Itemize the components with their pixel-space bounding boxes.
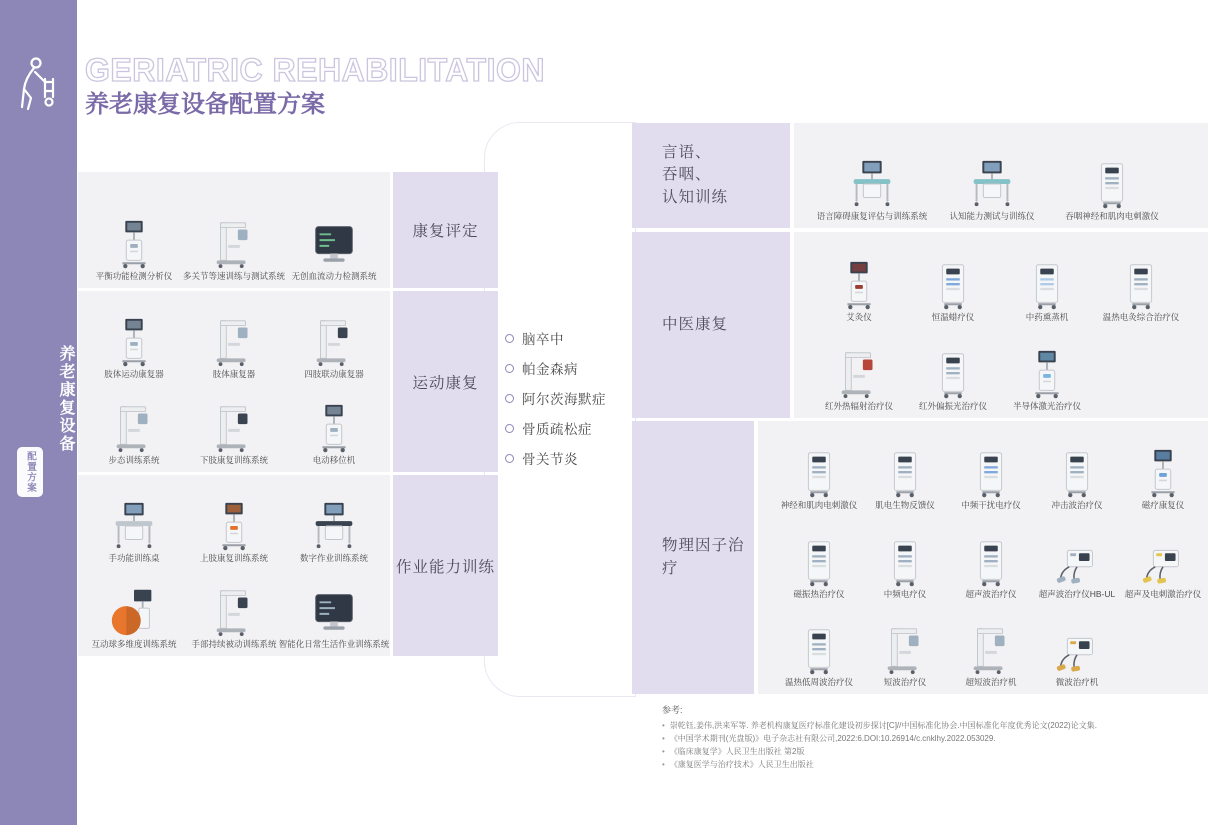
equipment-item <box>1034 622 1120 690</box>
equipment-label: 无创血流动力检测系统 <box>291 271 377 281</box>
section-label <box>393 291 498 472</box>
equipment-area <box>794 123 1208 228</box>
equipment-area <box>78 291 390 472</box>
equipment-image <box>305 314 363 368</box>
disease-item <box>505 443 635 473</box>
equipment-image <box>205 216 263 270</box>
equipment-label: 超声波治疗仪HB-UL <box>1038 588 1116 599</box>
disease-label: 骨关节炎 <box>522 452 578 467</box>
equipment-item <box>84 584 184 652</box>
equipment-label: 肌电生物反馈仪 <box>875 500 935 511</box>
equipment-item <box>284 498 384 566</box>
equipment-label: 神经和肌肉电刺激仪 <box>780 500 858 511</box>
disease-item <box>505 323 635 353</box>
equipment-area <box>78 172 390 288</box>
section-label-text: 运动康复 <box>412 374 479 392</box>
equipment-item <box>1034 445 1120 513</box>
equipment-image <box>1048 622 1106 676</box>
equipment-item <box>278 584 390 652</box>
equipment-area <box>794 232 1208 418</box>
equipment-label: 手部持续被动训练系统 <box>191 639 277 649</box>
equipment-image <box>205 498 263 552</box>
equipment-image <box>105 498 163 552</box>
equipment-image <box>1083 156 1141 210</box>
equipment-item <box>812 346 906 414</box>
disease-label: 脑卒中 <box>522 332 564 347</box>
equipment-item <box>812 156 932 224</box>
section-label <box>632 123 790 228</box>
equipment-label: 恒温蜡疗仪 <box>931 312 975 322</box>
equipment-label: 步态训练系统 <box>108 455 160 465</box>
equipment-item <box>948 445 1034 513</box>
equipment-item <box>812 257 906 325</box>
equipment-image <box>305 400 363 454</box>
equipment-image <box>962 445 1020 499</box>
equipment-image <box>790 534 848 588</box>
dot-bullet-icon: • <box>662 760 665 769</box>
equipment-label: 手功能训练桌 <box>108 552 160 563</box>
equipment-image <box>1134 534 1192 588</box>
equipment-label: 语言障碍康复评估与训练系统 <box>816 211 928 221</box>
section-label <box>393 172 498 288</box>
equipment-item <box>948 534 1034 602</box>
equipment-image <box>105 216 163 270</box>
equipment-label: 冲击波治疗仪 <box>1051 500 1103 511</box>
circle-bullet-icon <box>505 334 514 343</box>
equipment-row <box>760 425 1206 513</box>
equipment-item <box>932 156 1052 224</box>
equipment-item <box>84 314 184 382</box>
equipment-label: 温热低周波治疗仪 <box>784 676 853 687</box>
equipment-label: 半导体激光治疗仪 <box>1012 401 1081 411</box>
equipment-image <box>205 584 263 638</box>
equipment-item <box>862 534 948 602</box>
equipment-label: 肢体康复器 <box>212 368 256 379</box>
sidebar-vertical-title: 养老康复设备 <box>57 345 74 453</box>
equipment-image <box>963 156 1021 210</box>
equipment-row <box>80 382 388 469</box>
reference-text: 《康复医学与治疗技术》人民卫生出版社 <box>669 760 814 769</box>
equipment-label: 平衡功能检测分析仪 <box>95 271 173 281</box>
equipment-image <box>830 346 888 400</box>
equipment-row <box>80 479 388 566</box>
equipment-image <box>790 622 848 676</box>
equipment-item <box>776 445 862 513</box>
circle-bullet-icon <box>505 454 514 463</box>
equipment-row <box>80 566 388 653</box>
section-label-text: 作业能力训练 <box>395 558 495 576</box>
equipment-item <box>1052 156 1172 224</box>
equipment-label: 多关节等速训练与测试系统 <box>183 271 286 281</box>
equipment-image <box>305 498 363 552</box>
equipment-item <box>284 216 384 284</box>
sidebar <box>0 0 77 825</box>
equipment-item <box>862 622 948 690</box>
equipment-row <box>760 602 1206 690</box>
equipment-label: 超声及电刺激治疗仪 <box>1124 588 1202 599</box>
equipment-image <box>1048 445 1106 499</box>
equipment-item <box>1094 257 1188 325</box>
equipment-item <box>184 400 284 468</box>
equipment-item <box>906 346 1000 414</box>
elderly-person-walker-icon <box>12 55 62 115</box>
equipment-label: 数字作业训练系统 <box>299 552 368 563</box>
page-title-cn: 养老康复设备配置方案 <box>85 91 325 118</box>
disease-panel <box>484 122 636 697</box>
reference-item <box>662 745 1207 758</box>
equipment-label: 四肢联动康复器 <box>304 368 364 379</box>
equipment-item <box>184 584 284 652</box>
equipment-label: 智能化日常生活作业训练系统 <box>278 639 390 649</box>
section-physical-factor-therapy <box>632 421 1208 694</box>
equipment-image <box>105 400 163 454</box>
equipment-image <box>205 400 263 454</box>
reference-text: 《中国学术期刊(光盘版)》电子杂志社有限公司,2022:6.DOI:10.26914/c.cnklhy.2022.053029. <box>669 734 996 743</box>
section-label-line: 吞咽、 <box>662 166 712 184</box>
section-label <box>632 421 754 694</box>
equipment-label: 电动移位机 <box>312 455 356 465</box>
equipment-image <box>876 445 934 499</box>
equipment-item <box>1034 534 1120 602</box>
reference-text: 《临床康复学》人民卫生出版社 第2版 <box>669 747 805 756</box>
equipment-label: 磁振热治疗仪 <box>793 588 845 599</box>
equipment-item <box>948 622 1034 690</box>
disease-item <box>505 383 635 413</box>
equipment-item <box>284 400 384 468</box>
section-occupational-training <box>78 475 498 656</box>
references-list <box>662 719 1207 771</box>
section-label-text: 康复评定 <box>412 223 479 240</box>
equipment-label: 艾灸仪 <box>846 312 872 322</box>
equipment-label: 中频电疗仪 <box>883 588 927 599</box>
equipment-label: 红外偏振光治疗仪 <box>918 401 987 411</box>
equipment-image <box>962 534 1020 588</box>
reference-item <box>662 732 1207 745</box>
equipment-image <box>1018 346 1076 400</box>
equipment-label: 互动球多维度训练系统 <box>91 639 177 649</box>
equipment-row <box>760 513 1206 601</box>
equipment-label: 微波治疗机 <box>1055 676 1099 687</box>
equipment-label: 上肢康复训练系统 <box>199 552 268 563</box>
equipment-row <box>796 127 1206 224</box>
disease-list <box>485 123 635 473</box>
equipment-label: 超短波治疗机 <box>965 676 1017 687</box>
equipment-image <box>1048 534 1106 588</box>
equipment-area <box>758 421 1208 694</box>
equipment-image <box>1018 257 1076 311</box>
reference-text: 崇乾钰,姜伟,洪来军等. 养老机构康复医疗标准化建设初步探讨[C]//中国标准化协会.中国标准化年度优秀论文(2022)论文集. <box>669 721 1097 730</box>
references-heading: 参考: <box>662 705 683 715</box>
page-title-en: GERIATRIC REHABILITATION <box>85 52 545 88</box>
equipment-label: 短波治疗仪 <box>883 676 927 687</box>
equipment-area <box>78 475 390 656</box>
dot-bullet-icon: • <box>662 747 665 756</box>
equipment-row <box>80 295 388 382</box>
equipment-item <box>776 534 862 602</box>
equipment-item <box>1120 445 1206 513</box>
equipment-item <box>184 498 284 566</box>
section-label <box>632 232 790 418</box>
equipment-label: 认知能力测试与训练仪 <box>949 211 1035 221</box>
references <box>662 703 1207 771</box>
equipment-label: 超声波治疗仪 <box>965 588 1017 599</box>
circle-bullet-icon <box>505 364 514 373</box>
equipment-label: 肢体运动康复器 <box>104 368 164 379</box>
equipment-image <box>105 584 163 638</box>
equipment-row <box>796 236 1206 325</box>
equipment-image <box>843 156 901 210</box>
circle-bullet-icon <box>505 394 514 403</box>
equipment-label: 红外热辐射治疗仪 <box>824 401 893 411</box>
equipment-item <box>84 400 184 468</box>
equipment-item <box>776 622 862 690</box>
equipment-item <box>284 314 384 382</box>
section-label-line: 中医康复 <box>662 315 729 333</box>
equipment-item <box>1000 257 1094 325</box>
section-rehab-assessment <box>78 172 498 288</box>
equipment-item <box>906 257 1000 325</box>
equipment-image <box>962 622 1020 676</box>
disease-item <box>505 353 635 383</box>
equipment-image <box>924 346 982 400</box>
equipment-label: 磁疗康复仪 <box>1141 500 1185 511</box>
disease-label: 骨质疏松症 <box>522 422 592 437</box>
equipment-item <box>84 498 184 566</box>
equipment-item <box>862 445 948 513</box>
equipment-row <box>796 325 1206 414</box>
circle-bullet-icon <box>505 424 514 433</box>
equipment-image <box>830 257 888 311</box>
sidebar-badge: 配置方案 <box>17 447 43 497</box>
section-label-line: 物理因子治疗 <box>662 537 745 577</box>
equipment-row <box>80 176 388 284</box>
equipment-label: 中频干扰电疗仪 <box>961 500 1021 511</box>
section-tcm-rehab <box>632 232 1208 418</box>
equipment-image <box>305 216 363 270</box>
equipment-image <box>1112 257 1170 311</box>
equipment-image <box>924 257 982 311</box>
equipment-label: 中药熏蒸机 <box>1025 312 1069 322</box>
equipment-item <box>1000 346 1094 414</box>
equipment-image <box>205 314 263 368</box>
equipment-image <box>305 584 363 638</box>
equipment-item <box>84 216 184 284</box>
equipment-item <box>1120 534 1206 602</box>
equipment-item <box>184 314 284 382</box>
section-speech-swallow-cognitive <box>632 123 1208 228</box>
reference-item <box>662 758 1207 771</box>
section-exercise-rehab <box>78 291 498 472</box>
dot-bullet-icon: • <box>662 721 665 730</box>
equipment-label: 下肢康复训练系统 <box>199 455 268 465</box>
section-label-line: 认知训练 <box>662 188 729 206</box>
disease-label: 阿尔茨海默症 <box>522 392 606 407</box>
dot-bullet-icon: • <box>662 734 665 743</box>
equipment-image <box>790 445 848 499</box>
disease-label: 帕金森病 <box>522 362 578 377</box>
equipment-item <box>184 216 284 284</box>
section-label <box>393 475 498 656</box>
equipment-image <box>105 314 163 368</box>
reference-item <box>662 719 1207 732</box>
equipment-image <box>1134 445 1192 499</box>
section-label-line: 言语、 <box>662 143 712 161</box>
equipment-image <box>876 622 934 676</box>
equipment-label: 温热电灸综合治疗仪 <box>1102 312 1180 322</box>
disease-item <box>505 413 635 443</box>
equipment-image <box>876 534 934 588</box>
equipment-label: 吞咽神经和肌肉电刺激仪 <box>1065 211 1159 221</box>
